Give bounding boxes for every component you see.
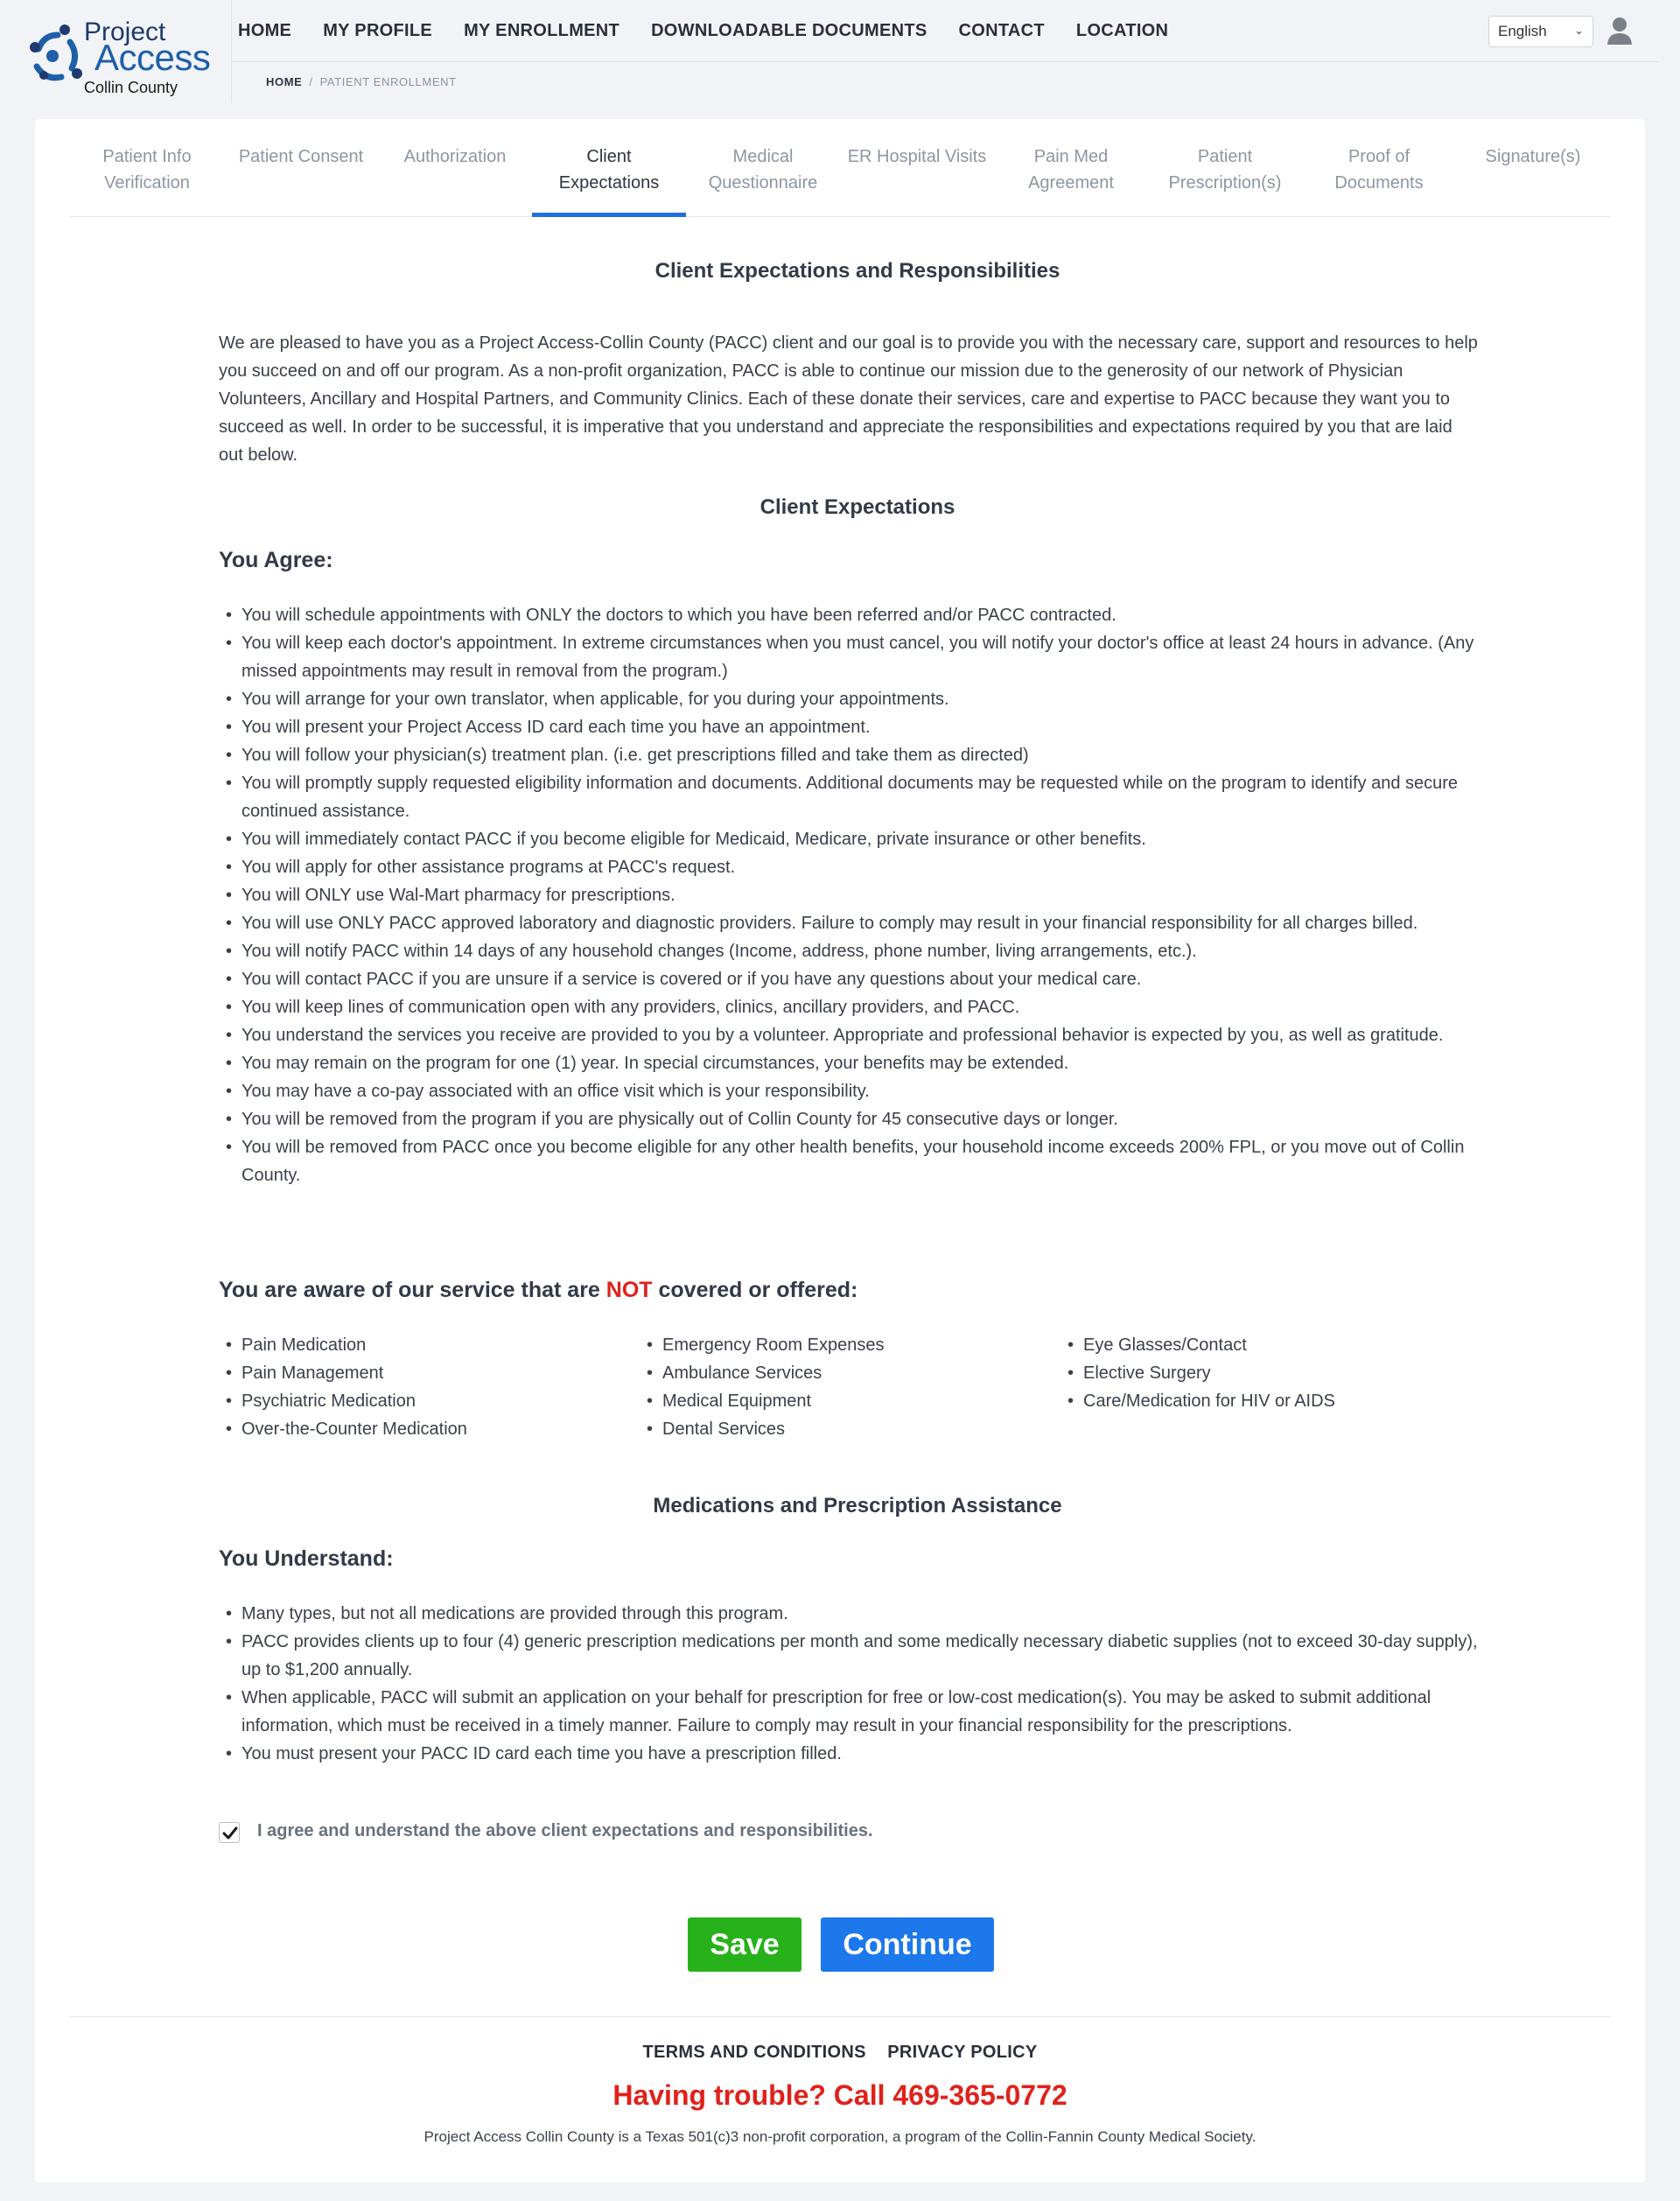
nav-my-enrollment[interactable]: MY ENROLLMENT	[464, 21, 620, 40]
not-covered-column-3	[1060, 1331, 1335, 1415]
tab-patient-prescriptions[interactable]	[1148, 144, 1302, 196]
medications-heading: Medications and Prescription Assistance	[653, 1494, 1062, 1518]
list-item: • Eye Glasses/Contact	[1060, 1331, 1335, 1359]
top-header	[0, 0, 1680, 107]
list-item: • Many types, but not all medications are provided through this program.	[219, 1600, 1479, 1628]
footer-links	[35, 2043, 1645, 2063]
not-covered-heading-end: covered or offered:	[652, 1278, 858, 1302]
not-covered-heading-start: You are aware of our service that are	[219, 1278, 606, 1302]
not-covered-emphasis: NOT	[606, 1278, 653, 1302]
breadcrumb-separator: /	[309, 75, 313, 88]
not-covered-column-2	[640, 1331, 884, 1443]
list-item: • You will be removed from the program if you are physically out of Collin County for 45 consecutive days or longer.	[219, 1105, 1479, 1133]
list-item: • You will keep lines of communication open with any providers, clinics, ancillary providers, and PACC.	[219, 993, 1479, 1021]
not-covered-heading	[219, 1278, 858, 1303]
understand-list	[219, 1600, 1479, 1768]
list-item: • You will promptly supply requested eligibility information and documents. Additional documents may be requested while on the program to identify and secure continued assistance.	[219, 769, 1479, 825]
nav-downloadable-documents[interactable]: DOWNLOADABLE DOCUMENTS	[651, 21, 928, 40]
tab-authorization[interactable]	[378, 144, 532, 170]
agree-list	[219, 601, 1479, 1189]
user-account-icon[interactable]	[1606, 16, 1633, 46]
tab-patient-info-verification[interactable]	[70, 144, 224, 196]
enrollment-steps	[70, 119, 1610, 217]
agree-checkbox[interactable]	[219, 1822, 240, 1843]
list-item: • Pain Management	[219, 1359, 467, 1387]
client-expectations-heading: Client Expectations	[760, 495, 956, 519]
you-agree-heading: You Agree:	[219, 548, 333, 572]
list-item: • You will follow your physician(s) treatment plan. (i.e. get prescriptions filled and take them as directed)	[219, 741, 1479, 769]
list-item: • You may have a co-pay associated with an office visit which is your responsibility.	[219, 1077, 1479, 1105]
logo-text-county: Collin County	[84, 79, 178, 96]
step-label: Proof of	[1348, 147, 1410, 166]
list-item: • You will use ONLY PACC approved laboratory and diagnostic providers. Failure to comply may result in your financial responsibility for all charges billed.	[219, 909, 1479, 937]
step-label: Questionnaire	[708, 173, 818, 193]
agree-checkbox-label[interactable]: I agree and understand the above client expectations and responsibilities.	[257, 1821, 873, 1840]
you-understand-heading: You Understand:	[219, 1546, 394, 1571]
step-label: Verification	[104, 173, 190, 193]
list-item: • You will immediately contact PACC if you become eligible for Medicaid, Medicare, private insurance or other benefits.	[219, 825, 1479, 853]
tab-proof-of-documents[interactable]	[1302, 144, 1456, 196]
list-item: • Pain Medication	[219, 1331, 467, 1359]
list-item: • Care/Medication for HIV or AIDS	[1060, 1387, 1335, 1415]
nav-contact[interactable]: CONTACT	[958, 21, 1045, 40]
project-access-logo[interactable]	[26, 16, 219, 99]
page-title: Client Expectations and Responsibilities	[654, 259, 1060, 283]
step-label: Signature(s)	[1485, 147, 1581, 166]
terms-link[interactable]: TERMS AND CONDITIONS	[642, 2043, 866, 2062]
language-select[interactable]	[1488, 16, 1593, 47]
list-item: • You will apply for other assistance programs at PACC's request.	[219, 853, 1479, 881]
main-nav	[238, 18, 1200, 45]
intro-paragraph: We are pleased to have you as a Project Access-Collin County (PACC) client and our goal is to provide you with the necessary care, support and resources to help you succeed on and off our program. As a non-profit organization, PACC is able to continue our mission due to the generosity of our network of Physician Volunteers, Ancillary and Hospital Partners, and Community Clinics. Each of these donate their services, care and expertise to PACC because they want you to succeed as well. In order to be successful, it is imperative that you understand and appreciate the responsibilities and expectations required by you that are laid out below.	[219, 333, 1478, 465]
list-item: • You will arrange for your own translator, when applicable, for you during your appointments.	[219, 685, 1479, 713]
nonprofit-notice: Project Access Collin County is a Texas 501(c)3 non-profit corporation, a program of the Collin-Fannin County Medical Society.	[424, 2128, 1256, 2145]
step-label: Pain Med	[1033, 147, 1109, 166]
breadcrumb	[266, 75, 457, 88]
step-label: Agreement	[1028, 173, 1114, 193]
list-item: • You may remain on the program for one (1) year. In special circumstances, your benefits may be extended.	[219, 1049, 1479, 1077]
logo-text-project: Project	[84, 18, 166, 46]
logo-people-icon	[26, 23, 88, 91]
list-item: • You must present your PACC ID card each time you have a prescription filled.	[219, 1740, 1479, 1768]
language-select-value: English	[1498, 23, 1547, 39]
breadcrumb-current: PATIENT ENROLLMENT	[319, 75, 457, 88]
list-item: • PACC provides clients up to four (4) generic prescription medications per month and some medically necessary diabetic supplies (not to exceed 30-day supply), up to $1,200 annually.	[219, 1628, 1479, 1684]
list-item: • You understand the services you receive are provided to you by a volunteer. Appropriate and professional behavior is expected by you, as well as gratitude.	[219, 1021, 1479, 1049]
list-item: • When applicable, PACC will submit an application on your behalf for prescription for free or low-cost medication(s). You may be asked to submit additional information, which must be received in a timely manner. Failure to comply may result in your financial responsibility for the prescriptions.	[219, 1684, 1479, 1740]
list-item: • You will notify PACC within 14 days of any household changes (Income, address, phone number, living arrangements, etc.).	[219, 937, 1479, 965]
breadcrumb-home[interactable]: HOME	[266, 75, 303, 88]
enrollment-card	[35, 119, 1645, 2183]
step-label: Patient Info	[102, 147, 192, 166]
save-button[interactable]: Save	[688, 1917, 802, 1972]
list-item: • Over-the-Counter Medication	[219, 1415, 467, 1443]
list-item: • You will contact PACC if you are unsure if a service is covered or if you have any questions about your medical care.	[219, 965, 1479, 993]
header-rule	[232, 61, 1658, 62]
list-item: • You will present your Project Access ID card each time you have an appointment.	[219, 713, 1479, 741]
tab-patient-consent[interactable]	[224, 144, 378, 170]
step-label: Expectations	[558, 173, 660, 193]
active-step-indicator	[532, 213, 686, 217]
tab-signatures[interactable]	[1456, 144, 1610, 170]
header-divider	[231, 0, 232, 103]
step-label: Authorization	[403, 147, 507, 166]
list-item: • Emergency Room Expenses	[640, 1331, 884, 1359]
list-item: • You will keep each doctor's appointment. In extreme circumstances when you must cancel, you will notify your doctor's office at least 24 hours in advance. (Any missed appointments may result in removal from the program.)	[219, 629, 1479, 685]
tab-er-hospital-visits[interactable]	[840, 144, 994, 170]
step-label: Documents	[1334, 173, 1424, 193]
nav-location[interactable]: LOCATION	[1075, 21, 1169, 40]
list-item: • You will ONLY use Wal-Mart pharmacy for prescriptions.	[219, 881, 1479, 909]
tab-medical-questionnaire[interactable]	[686, 144, 840, 196]
step-label: Medical	[732, 147, 794, 166]
list-item: • Medical Equipment	[640, 1387, 884, 1415]
nav-my-profile[interactable]: MY PROFILE	[323, 21, 433, 40]
list-item: • You will be removed from PACC once you become eligible for any other health benefits, your household income exceeds 200% FPL, or you move out of Collin County.	[219, 1133, 1479, 1189]
tab-client-expectations[interactable]	[532, 144, 686, 196]
step-label: Prescription(s)	[1168, 173, 1282, 193]
privacy-link[interactable]: PRIVACY POLICY	[887, 2043, 1038, 2062]
list-item: • Psychiatric Medication	[219, 1387, 467, 1415]
list-item: • Dental Services	[640, 1415, 884, 1443]
list-item: • You will schedule appointments with ONLY the doctors to which you have been referred and/or PACC contracted.	[219, 601, 1479, 629]
nav-home[interactable]: HOME	[238, 21, 292, 40]
checkmark-icon	[222, 1826, 238, 1841]
step-label: Patient	[1197, 147, 1253, 166]
footer-divider	[70, 2016, 1610, 2017]
list-item: • Ambulance Services	[640, 1359, 884, 1387]
tab-pain-med-agreement[interactable]	[994, 144, 1148, 196]
step-label: Client	[586, 147, 632, 166]
chevron-down-icon: ⌄	[1574, 24, 1584, 37]
continue-button[interactable]: Continue	[821, 1917, 994, 1972]
not-covered-column-1	[219, 1331, 467, 1443]
step-label: Patient Consent	[238, 147, 364, 166]
step-label: ER Hospital Visits	[847, 147, 987, 166]
logo-text-access: Access	[94, 37, 211, 78]
list-item: • Elective Surgery	[1060, 1359, 1335, 1387]
support-phone: Having trouble? Call 469-365-0772	[612, 2079, 1068, 2111]
